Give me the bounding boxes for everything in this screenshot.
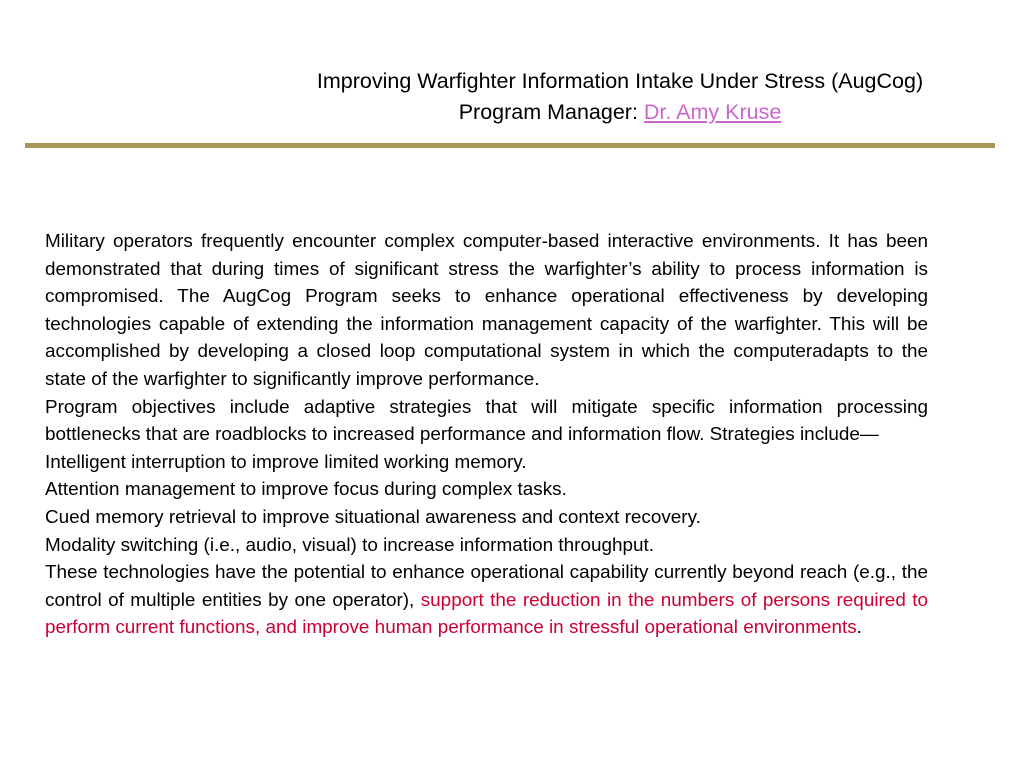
program-manager-line <box>200 97 1024 128</box>
title-block <box>200 66 1024 128</box>
strategy-item: Cued memory retrieval to improve situational awareness and context recovery. <box>45 506 701 528</box>
conclusion-text: These technologies have the potential to enhance operational capability currently beyond reach (e.g., the control of multiple entities by one operator), <box>45 562 928 611</box>
program-manager-label: Program Manager: <box>458 100 644 124</box>
strategy-item: Modality switching (i.e., audio, visual) to increase information throughput. <box>45 534 655 556</box>
objectives-paragraph: Program objectives include adaptive strategies that will mitigate specific information processing bottlenecks that are roadblocks to increased performance and information flow. Strategies include— <box>45 396 928 446</box>
conclusion-period: . <box>856 617 862 639</box>
program-manager-link[interactable]: Dr. Amy Kruse <box>643 100 782 124</box>
strategy-item: Attention management to improve focus during complex tasks. <box>45 479 567 501</box>
page-title: Improving Warfighter Information Intake Under Stress (AugCog) <box>316 69 924 93</box>
strategy-item: Intelligent interruption to improve limited working memory. <box>45 451 527 473</box>
intro-paragraph: Military operators frequently encounter complex computer-based interactive environments. It has been demonstrated that during times of significant stress the warfighter’s ability to process information is compromised. The AugCog Program seeks to enhance operational effectiveness by developing technologies capable of extending the information management capacity of the warfighter. This will be accomplished by developing a closed loop computational system in which the computeradapts to the state of the warfighter to significantly improve performance. <box>45 231 928 390</box>
body-text <box>45 228 928 642</box>
header-divider <box>25 143 995 148</box>
conclusion-highlight: support the reduction in the numbers of persons required to perform current functions, and improve human performance in stressful operational environments <box>45 589 928 639</box>
conclusion-paragraph <box>45 559 928 642</box>
